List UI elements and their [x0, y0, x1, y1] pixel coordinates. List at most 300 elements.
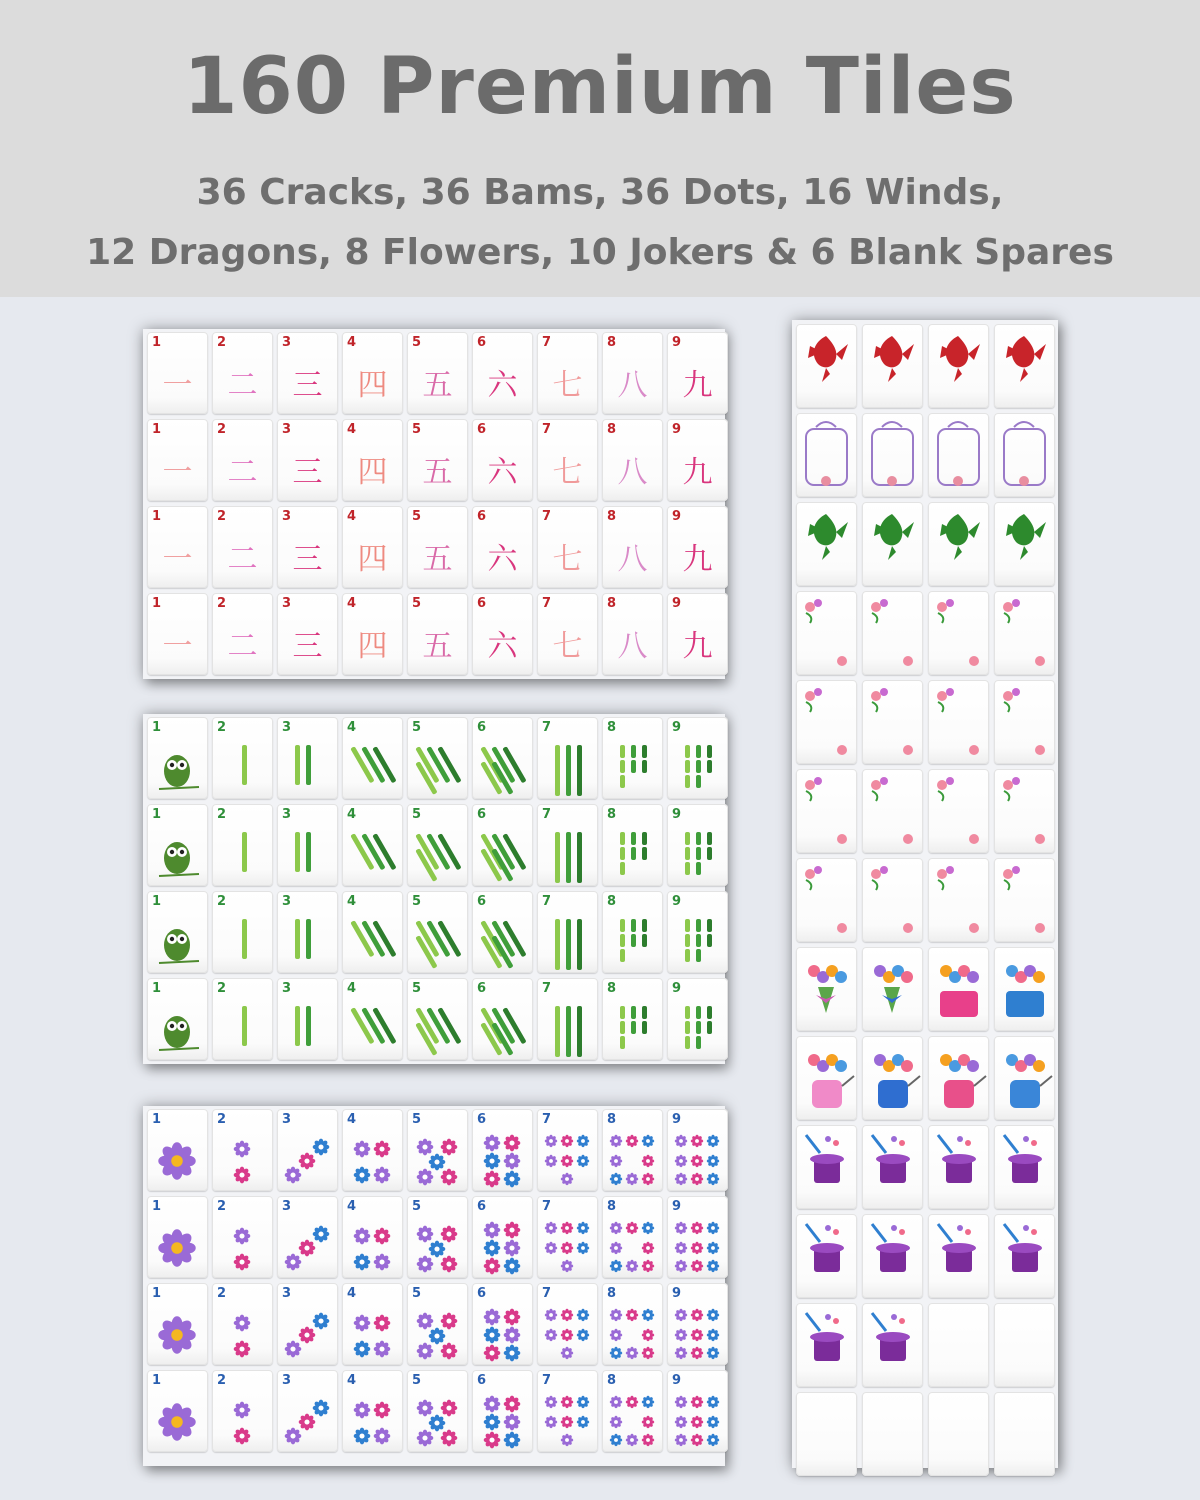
- tile-number: 6: [477, 422, 487, 437]
- bamboo-icon: [277, 717, 338, 799]
- bamboo-icon: [407, 717, 468, 799]
- dot-tile: [342, 1283, 403, 1365]
- crak-tile: [407, 332, 468, 414]
- rose-icon: [796, 680, 857, 764]
- tile-number: 8: [607, 1286, 617, 1301]
- flower-icon: [667, 1370, 728, 1452]
- green-bird-icon: [928, 502, 989, 586]
- bam-tile: [667, 978, 728, 1060]
- tile-number: 2: [217, 894, 227, 909]
- tile-number: 6: [477, 1112, 487, 1127]
- tile-number: 3: [282, 1199, 292, 1214]
- crak-tile: [147, 593, 208, 675]
- bamboo-icon: [667, 804, 728, 886]
- tile-number: 7: [542, 981, 552, 996]
- bamboo-icon: [342, 978, 403, 1060]
- dot-tile: [667, 1283, 728, 1365]
- crak-tile: [342, 419, 403, 501]
- joker-tile: [862, 1125, 923, 1209]
- tile-number: 8: [607, 894, 617, 909]
- tile-number: 1: [152, 1373, 162, 1388]
- dot-tile: [212, 1109, 273, 1191]
- crak-tile: [537, 332, 598, 414]
- crak-character: 九: [682, 368, 713, 403]
- rose-icon: [994, 680, 1055, 764]
- wind-tile: [928, 680, 989, 764]
- rose-icon: [928, 680, 989, 764]
- bam-tile: [602, 891, 663, 973]
- green-bird-icon: [796, 502, 857, 586]
- joker-tile: [796, 1125, 857, 1209]
- tile-number: 7: [542, 1373, 552, 1388]
- tile-number: 1: [152, 807, 162, 822]
- crak-tile: [342, 332, 403, 414]
- dot-tile: [472, 1370, 533, 1452]
- crak-tile: [537, 419, 598, 501]
- tile-number: 6: [477, 720, 487, 735]
- dot-tile: [472, 1196, 533, 1278]
- tile-number: 4: [347, 1286, 357, 1301]
- bam-tile: [472, 804, 533, 886]
- rose-icon: [796, 591, 857, 675]
- tile-number: 2: [217, 335, 227, 350]
- bam-tile: [342, 978, 403, 1060]
- frame-icon: [994, 413, 1055, 497]
- watering-can-icon: [796, 1036, 857, 1120]
- crak-character: 四: [357, 455, 388, 490]
- flower-icon: [407, 1109, 468, 1191]
- blank-spare-tile: [796, 1392, 857, 1476]
- tile-number: 1: [152, 509, 162, 524]
- bouquet-icon: [796, 947, 857, 1031]
- magic-hat-icon: [862, 1125, 923, 1209]
- bamboo-icon: [602, 891, 663, 973]
- owl-icon: [147, 804, 208, 886]
- tile-number: 5: [412, 720, 422, 735]
- bam-tile: [407, 804, 468, 886]
- flower-icon: [537, 1283, 598, 1365]
- bam-tile: [212, 717, 273, 799]
- tile-number: 4: [347, 422, 357, 437]
- crak-tile: [277, 593, 338, 675]
- crak-tile: [667, 506, 728, 588]
- blank-spare-tile: [928, 1303, 989, 1387]
- magic-hat-icon: [796, 1125, 857, 1209]
- rose-icon: [796, 858, 857, 942]
- rose-icon: [994, 591, 1055, 675]
- flower-icon: [277, 1109, 338, 1191]
- tile-number: 7: [542, 509, 552, 524]
- flower-icon: [212, 1109, 273, 1191]
- tile-number: 1: [152, 1112, 162, 1127]
- bamboo-icon: [342, 891, 403, 973]
- crak-character: 二: [227, 629, 258, 664]
- magic-hat-icon: [796, 1214, 857, 1298]
- bamboo-icon: [407, 891, 468, 973]
- crak-character: 九: [682, 629, 713, 664]
- tile-number: 6: [477, 335, 487, 350]
- bam-dragon-tile: [796, 502, 857, 586]
- bamboo-icon: [472, 717, 533, 799]
- red-bird-icon: [796, 324, 857, 408]
- crak-character: 一: [162, 629, 193, 664]
- tile-number: 1: [152, 894, 162, 909]
- wind-tile: [796, 591, 857, 675]
- wind-tile: [862, 680, 923, 764]
- crak-character: 九: [682, 455, 713, 490]
- wind-tile: [994, 680, 1055, 764]
- crak-tile: [602, 593, 663, 675]
- bamboo-icon: [472, 978, 533, 1060]
- dot-tile: [472, 1109, 533, 1191]
- tile-number: 8: [607, 807, 617, 822]
- crak-character: 五: [422, 368, 453, 403]
- bam-tile: [212, 978, 273, 1060]
- bam-tile: [147, 978, 208, 1060]
- wind-tile: [994, 858, 1055, 942]
- crak-character: 三: [292, 629, 323, 664]
- tile-number: 3: [282, 1373, 292, 1388]
- bamboo-icon: [602, 978, 663, 1060]
- joker-tile: [928, 1125, 989, 1209]
- bouquet-icon: [862, 947, 923, 1031]
- tile-number: 1: [152, 720, 162, 735]
- bam-tile: [602, 804, 663, 886]
- flower-tile: [928, 947, 989, 1031]
- crak-tile: [212, 593, 273, 675]
- flower-icon: [342, 1196, 403, 1278]
- crak-tile: [472, 332, 533, 414]
- crak-tile: [277, 506, 338, 588]
- bam-tile: [667, 804, 728, 886]
- tile-number: 7: [542, 335, 552, 350]
- crak-tile: [472, 593, 533, 675]
- flower-icon: [277, 1196, 338, 1278]
- bamboo-icon: [537, 804, 598, 886]
- tile-number: 4: [347, 981, 357, 996]
- crak-character: 四: [357, 368, 388, 403]
- red-bird-icon: [862, 324, 923, 408]
- tile-number: 4: [347, 807, 357, 822]
- dot-tile: [602, 1283, 663, 1365]
- tile-number: 5: [412, 509, 422, 524]
- tile-number: 6: [477, 1199, 487, 1214]
- crak-tile: [602, 419, 663, 501]
- wind-tile: [796, 858, 857, 942]
- bamboo-icon: [212, 717, 273, 799]
- bam-tile: [667, 891, 728, 973]
- dot-tile: [277, 1196, 338, 1278]
- bam-tile: [147, 891, 208, 973]
- joker-tile: [862, 1303, 923, 1387]
- flower-icon: [472, 1109, 533, 1191]
- tile-number: 2: [217, 807, 227, 822]
- tile-number: 7: [542, 894, 552, 909]
- dot-tile: [407, 1109, 468, 1191]
- sunflower-icon: [147, 1370, 208, 1452]
- tile-number: 3: [282, 894, 292, 909]
- dot-tile: [667, 1370, 728, 1452]
- rose-icon: [862, 858, 923, 942]
- bamboo-icon: [277, 891, 338, 973]
- bam-tiles-panel: [143, 714, 725, 1064]
- crak-character: 八: [617, 368, 648, 403]
- bamboo-icon: [667, 978, 728, 1060]
- bam-tile: [407, 891, 468, 973]
- rose-icon: [862, 591, 923, 675]
- rose-icon: [928, 591, 989, 675]
- crak-character: 五: [422, 455, 453, 490]
- crak-character: 三: [292, 455, 323, 490]
- crak-tile: [212, 506, 273, 588]
- tile-number: 6: [477, 807, 487, 822]
- crak-character: 四: [357, 542, 388, 577]
- flower-icon: [602, 1196, 663, 1278]
- tile-number: 1: [152, 1199, 162, 1214]
- wind-tile: [796, 680, 857, 764]
- bamboo-icon: [407, 804, 468, 886]
- crak-tile: [342, 506, 403, 588]
- magic-hat-icon: [862, 1214, 923, 1298]
- crak-dragon-tile: [796, 324, 857, 408]
- tile-number: 4: [347, 596, 357, 611]
- crak-character: 八: [617, 542, 648, 577]
- flower-icon: [342, 1109, 403, 1191]
- tile-number: 9: [672, 894, 682, 909]
- flower-tile: [862, 947, 923, 1031]
- crak-character: 六: [487, 455, 518, 490]
- crak-character: 五: [422, 629, 453, 664]
- bam-tile: [342, 717, 403, 799]
- tile-number: 7: [542, 807, 552, 822]
- bamboo-icon: [472, 804, 533, 886]
- wind-tile: [862, 769, 923, 853]
- crak-tile: [147, 332, 208, 414]
- tile-number: 7: [542, 1199, 552, 1214]
- bam-tile: [277, 804, 338, 886]
- bamboo-icon: [667, 891, 728, 973]
- tile-number: 8: [607, 720, 617, 735]
- tile-number: 8: [607, 335, 617, 350]
- white-dragon-tile: [862, 413, 923, 497]
- tile-number: 3: [282, 720, 292, 735]
- blank-spare-tile: [862, 1392, 923, 1476]
- bam-tile: [667, 717, 728, 799]
- tile-number: 4: [347, 1199, 357, 1214]
- tile-number: 9: [672, 335, 682, 350]
- subtitle-line-1: 36 Cracks, 36 Bams, 36 Dots, 16 Winds,: [196, 172, 1004, 213]
- sunflower-icon: [147, 1109, 208, 1191]
- red-bird-icon: [928, 324, 989, 408]
- rose-icon: [928, 858, 989, 942]
- bamboo-icon: [537, 717, 598, 799]
- bam-tile: [537, 891, 598, 973]
- dot-tile: [342, 1370, 403, 1452]
- tile-number: 2: [217, 596, 227, 611]
- dot-tile: [537, 1283, 598, 1365]
- crak-tile: [602, 332, 663, 414]
- wind-tile: [862, 858, 923, 942]
- tile-number: 2: [217, 509, 227, 524]
- tile-number: 8: [607, 981, 617, 996]
- owl-icon: [147, 978, 208, 1060]
- tile-number: 2: [217, 1199, 227, 1214]
- wind-tile: [928, 591, 989, 675]
- tile-number: 7: [542, 720, 552, 735]
- tile-number: 2: [217, 422, 227, 437]
- crak-tile: [212, 332, 273, 414]
- crak-tile: [407, 506, 468, 588]
- dot-tile: [212, 1370, 273, 1452]
- dot-tile: [407, 1283, 468, 1365]
- flower-icon: [667, 1196, 728, 1278]
- sunflower-icon: [147, 1196, 208, 1278]
- tile-number: 3: [282, 1286, 292, 1301]
- flower-icon: [537, 1370, 598, 1452]
- bam-tile: [342, 891, 403, 973]
- tile-number: 3: [282, 335, 292, 350]
- bamboo-icon: [212, 978, 273, 1060]
- magic-hat-icon: [928, 1125, 989, 1209]
- wind-tile: [796, 769, 857, 853]
- tile-number: 6: [477, 1373, 487, 1388]
- tile-number: 1: [152, 596, 162, 611]
- crak-dragon-tile: [928, 324, 989, 408]
- flower-tile: [994, 1036, 1055, 1120]
- crak-character: 八: [617, 455, 648, 490]
- flower-icon: [212, 1196, 273, 1278]
- tile-number: 3: [282, 1112, 292, 1127]
- joker-tile: [796, 1303, 857, 1387]
- tile-number: 5: [412, 894, 422, 909]
- tile-number: 6: [477, 894, 487, 909]
- flower-icon: [342, 1283, 403, 1365]
- bam-tile: [212, 891, 273, 973]
- flower-icon: [407, 1283, 468, 1365]
- rose-icon: [994, 769, 1055, 853]
- bamboo-icon: [212, 804, 273, 886]
- bamboo-icon: [342, 717, 403, 799]
- flower-icon: [602, 1370, 663, 1452]
- rose-icon: [862, 769, 923, 853]
- magic-hat-icon: [994, 1125, 1055, 1209]
- crak-tile: [667, 332, 728, 414]
- crak-character: 七: [552, 455, 583, 490]
- bam-tile: [342, 804, 403, 886]
- tile-number: 5: [412, 981, 422, 996]
- bam-tile: [602, 717, 663, 799]
- tile-number: 4: [347, 1373, 357, 1388]
- bamboo-icon: [277, 978, 338, 1060]
- crak-character: 一: [162, 455, 193, 490]
- frame-icon: [796, 413, 857, 497]
- crak-tile: [342, 593, 403, 675]
- bamboo-icon: [537, 891, 598, 973]
- bam-tile: [472, 891, 533, 973]
- joker-tile: [994, 1125, 1055, 1209]
- crak-tile: [472, 419, 533, 501]
- crak-tile: [147, 506, 208, 588]
- tile-number: 5: [412, 596, 422, 611]
- magic-hat-icon: [928, 1214, 989, 1298]
- dot-tile: [472, 1283, 533, 1365]
- dot-tile: [342, 1109, 403, 1191]
- dot-tile: [602, 1109, 663, 1191]
- red-bird-icon: [994, 324, 1055, 408]
- crak-tile: [472, 506, 533, 588]
- wind-tile: [994, 769, 1055, 853]
- tile-number: 4: [347, 509, 357, 524]
- flower-icon: [212, 1283, 273, 1365]
- bam-tile: [277, 891, 338, 973]
- bam-tile: [147, 804, 208, 886]
- flower-icon: [602, 1109, 663, 1191]
- crak-dragon-tile: [994, 324, 1055, 408]
- crak-character: 七: [552, 629, 583, 664]
- tile-number: 8: [607, 1373, 617, 1388]
- tile-number: 5: [412, 807, 422, 822]
- flower-basket-icon: [928, 947, 989, 1031]
- tile-number: 1: [152, 981, 162, 996]
- tile-number: 9: [672, 720, 682, 735]
- tile-number: 9: [672, 596, 682, 611]
- flower-icon: [472, 1283, 533, 1365]
- watering-can-icon: [994, 1036, 1055, 1120]
- flower-icon: [407, 1196, 468, 1278]
- bamboo-icon: [667, 717, 728, 799]
- flower-icon: [342, 1370, 403, 1452]
- page-title: 160 Premium Tiles: [183, 42, 1017, 132]
- white-dragon-tile: [796, 413, 857, 497]
- bam-tile: [277, 717, 338, 799]
- sunflower-icon: [147, 1283, 208, 1365]
- tile-number: 6: [477, 981, 487, 996]
- tile-number: 9: [672, 422, 682, 437]
- crak-tile: [407, 593, 468, 675]
- crak-character: 三: [292, 368, 323, 403]
- tile-number: 4: [347, 720, 357, 735]
- flower-icon: [407, 1370, 468, 1452]
- flower-icon: [667, 1283, 728, 1365]
- flower-tile: [994, 947, 1055, 1031]
- dot-tile: [602, 1196, 663, 1278]
- tile-number: 5: [412, 422, 422, 437]
- green-bird-icon: [994, 502, 1055, 586]
- dot-tile: [342, 1196, 403, 1278]
- bamboo-icon: [407, 978, 468, 1060]
- tile-number: 8: [607, 1112, 617, 1127]
- crak-tile: [667, 593, 728, 675]
- magic-hat-icon: [796, 1303, 857, 1387]
- tile-number: 9: [672, 1286, 682, 1301]
- flower-icon: [212, 1370, 273, 1452]
- watering-can-icon: [928, 1036, 989, 1120]
- rose-icon: [928, 769, 989, 853]
- wind-tile: [994, 591, 1055, 675]
- dot-tile: [537, 1196, 598, 1278]
- crak-character: 七: [552, 368, 583, 403]
- wind-tile: [862, 591, 923, 675]
- tile-number: 6: [477, 509, 487, 524]
- wind-tile: [928, 769, 989, 853]
- tile-number: 9: [672, 1112, 682, 1127]
- flower-icon: [472, 1196, 533, 1278]
- tile-number: 9: [672, 807, 682, 822]
- dot-tile: [667, 1196, 728, 1278]
- crak-character: 九: [682, 542, 713, 577]
- bam-tile: [407, 717, 468, 799]
- blank-spare-tile: [994, 1303, 1055, 1387]
